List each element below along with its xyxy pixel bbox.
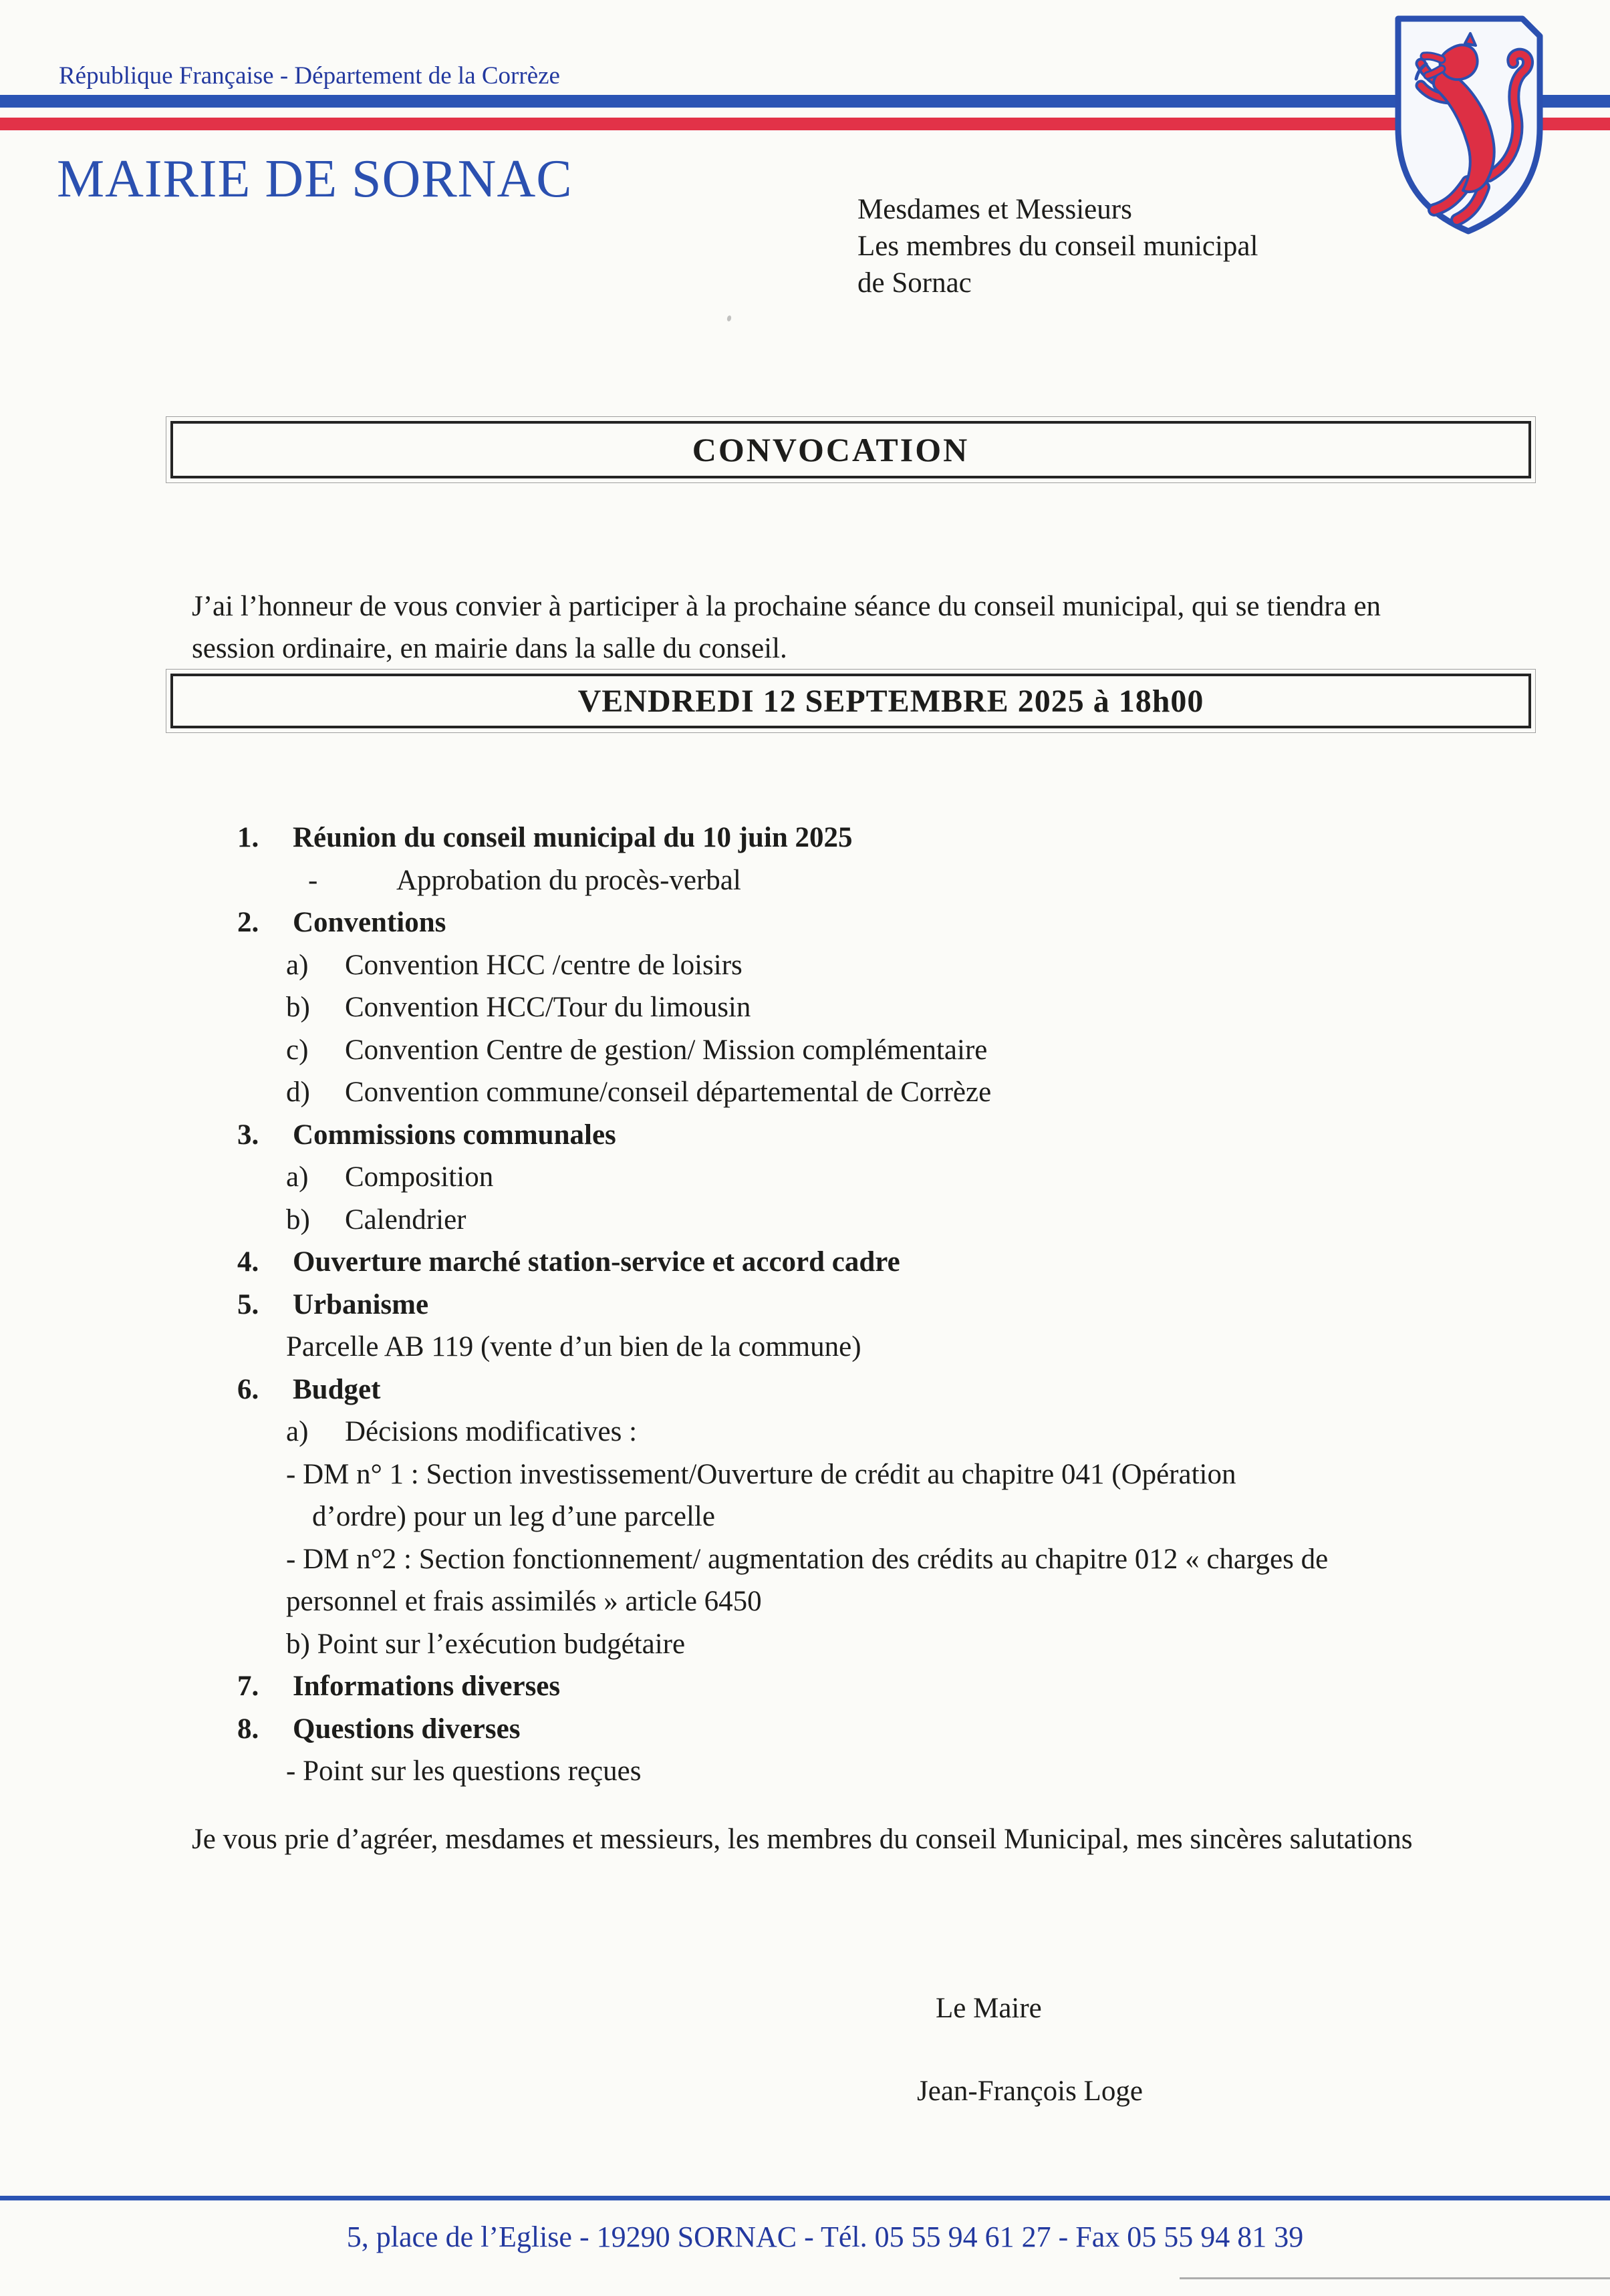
recipient-block bbox=[857, 191, 1258, 301]
agenda-item bbox=[237, 901, 1547, 944]
agenda-item-label: 8. bbox=[237, 1713, 259, 1745]
agenda-item bbox=[237, 944, 1547, 987]
agenda-item-label: 5. bbox=[237, 1288, 259, 1320]
agenda-item bbox=[237, 1071, 1547, 1114]
footer-rule bbox=[0, 2196, 1610, 2200]
scan-line bbox=[1180, 2277, 1610, 2279]
agenda-list bbox=[237, 817, 1547, 1793]
agenda-item-text: Approbation du procès-verbal bbox=[396, 864, 741, 896]
agenda-item bbox=[237, 1369, 1547, 1411]
agenda-item bbox=[237, 1199, 1547, 1242]
agenda-item-text: Urbanisme bbox=[293, 1288, 429, 1320]
agenda-item-label: d) bbox=[286, 1077, 310, 1108]
agenda-item-label: 3. bbox=[237, 1119, 259, 1151]
agenda-item bbox=[237, 1708, 1547, 1751]
agenda-item-text: Réunion du conseil municipal du 10 juin 2025 bbox=[293, 822, 853, 853]
agenda-item-text: - DM n°2 : Section fonctionnement/ augmentation des crédits au chapitre 012 « charges de bbox=[286, 1543, 1329, 1575]
agenda-item-text: Convention HCC/Tour du limousin bbox=[345, 992, 751, 1023]
convocation-box bbox=[170, 421, 1531, 478]
session-datetime: VENDREDI 12 SEPTEMBRE 2025 à 18h00 bbox=[577, 683, 1204, 719]
agenda-item-text: b) Point sur l’exécution budgétaire bbox=[286, 1628, 686, 1660]
agenda-item bbox=[237, 1284, 1547, 1326]
agenda-item-label: b) bbox=[286, 992, 310, 1023]
agenda-item-text: Questions diverses bbox=[293, 1713, 521, 1745]
agenda-item-label: a) bbox=[286, 1416, 309, 1447]
agenda-item bbox=[237, 1326, 1547, 1369]
convocation-title: CONVOCATION bbox=[692, 431, 970, 468]
agenda-item bbox=[237, 1623, 1547, 1666]
agenda-item bbox=[237, 1241, 1547, 1284]
agenda-item-text: Convention Centre de gestion/ Mission complémentaire bbox=[345, 1034, 988, 1066]
closing-paragraph: Je vous prie d’agréer, mesdames et messieurs, les membres du conseil Municipal, mes sincères salutations bbox=[192, 1824, 1413, 1855]
recipient-line: Les membres du conseil municipal bbox=[857, 231, 1258, 262]
signature-role: Le Maire bbox=[936, 1993, 1042, 2024]
agenda-item-label: 7. bbox=[237, 1671, 259, 1702]
agenda-item bbox=[237, 1114, 1547, 1157]
agenda-item-text: Parcelle AB 119 (vente d’un bien de la commune) bbox=[286, 1331, 861, 1362]
agenda-item-text: Convention commune/conseil départemental de Corrèze bbox=[345, 1077, 992, 1108]
agenda-item bbox=[237, 817, 1547, 859]
agenda-item-text: personnel et frais assimilés » article 6450 bbox=[286, 1586, 762, 1617]
agenda-item-text: Décisions modificatives : bbox=[345, 1416, 638, 1447]
agenda-item-text: Convention HCC /centre de loisirs bbox=[345, 949, 743, 981]
agenda-item bbox=[237, 1453, 1547, 1496]
agenda-item-label: c) bbox=[286, 1034, 309, 1066]
signature-name: Jean-François Loge bbox=[917, 2075, 1143, 2107]
footer-address: 5, place de l’Eglise - 19290 SORNAC - Tél. 05 55 94 61 27 - Fax 05 55 94 81 39 bbox=[346, 2220, 1304, 2253]
agenda-item-text: Calendrier bbox=[345, 1203, 466, 1236]
agenda-item-label: b) bbox=[286, 1203, 310, 1236]
agenda-item-label: a) bbox=[286, 949, 309, 981]
agenda-item-text: Ouverture marché station-service et accord cadre bbox=[293, 1246, 900, 1278]
agenda-item bbox=[237, 1156, 1547, 1199]
recipient-line: de Sornac bbox=[857, 267, 972, 299]
agenda-item bbox=[237, 859, 1547, 902]
agenda-item-label: - bbox=[308, 864, 318, 896]
agenda-item-text: Budget bbox=[293, 1373, 381, 1405]
agenda-item bbox=[237, 1411, 1547, 1453]
municipality-title: MAIRIE DE SORNAC bbox=[57, 150, 573, 208]
agenda-item bbox=[237, 1029, 1547, 1072]
agenda-item bbox=[237, 986, 1547, 1029]
agenda-item-text: Informations diverses bbox=[293, 1671, 561, 1702]
agenda-item-text: d’ordre) pour un leg d’une parcelle bbox=[312, 1501, 715, 1532]
agenda-item-text: Conventions bbox=[293, 907, 446, 938]
agenda-item-label: 4. bbox=[237, 1246, 259, 1278]
agenda-item bbox=[237, 1580, 1547, 1623]
agenda-item bbox=[237, 1750, 1547, 1793]
agenda-item-text: - DM n° 1 : Section investissement/Ouverture de crédit au chapitre 041 (Opération bbox=[286, 1458, 1236, 1490]
intro-paragraph: J’ai l’honneur de vous convier à participer à la prochaine séance du conseil municipal, qui se tiendra en session ordinaire, en mairie dans la salle du conseil. bbox=[192, 591, 1381, 664]
agenda-item-label: a) bbox=[286, 1161, 309, 1193]
session-datetime-box bbox=[170, 674, 1531, 728]
coat-of-arms-icon bbox=[1389, 11, 1548, 238]
agenda-item bbox=[237, 1538, 1547, 1581]
agenda-item-label: 6. bbox=[237, 1373, 259, 1405]
tricolor-stripe-blue bbox=[0, 95, 1610, 108]
recipient-line: Mesdames et Messieurs bbox=[857, 194, 1132, 225]
header-region-line: République Française - Département de la Corrèze bbox=[59, 62, 560, 90]
agenda-item-text: - Point sur les questions reçues bbox=[286, 1755, 642, 1787]
agenda-item-text: Commissions communales bbox=[293, 1119, 616, 1151]
agenda-item bbox=[237, 1665, 1547, 1708]
tricolor-stripe-red bbox=[0, 118, 1610, 130]
agenda-item-label: 2. bbox=[237, 907, 259, 938]
agenda-item-text: Composition bbox=[345, 1161, 494, 1193]
agenda-item-label: 1. bbox=[237, 822, 259, 853]
agenda-item bbox=[237, 1495, 1547, 1538]
scan-speck bbox=[726, 315, 732, 321]
